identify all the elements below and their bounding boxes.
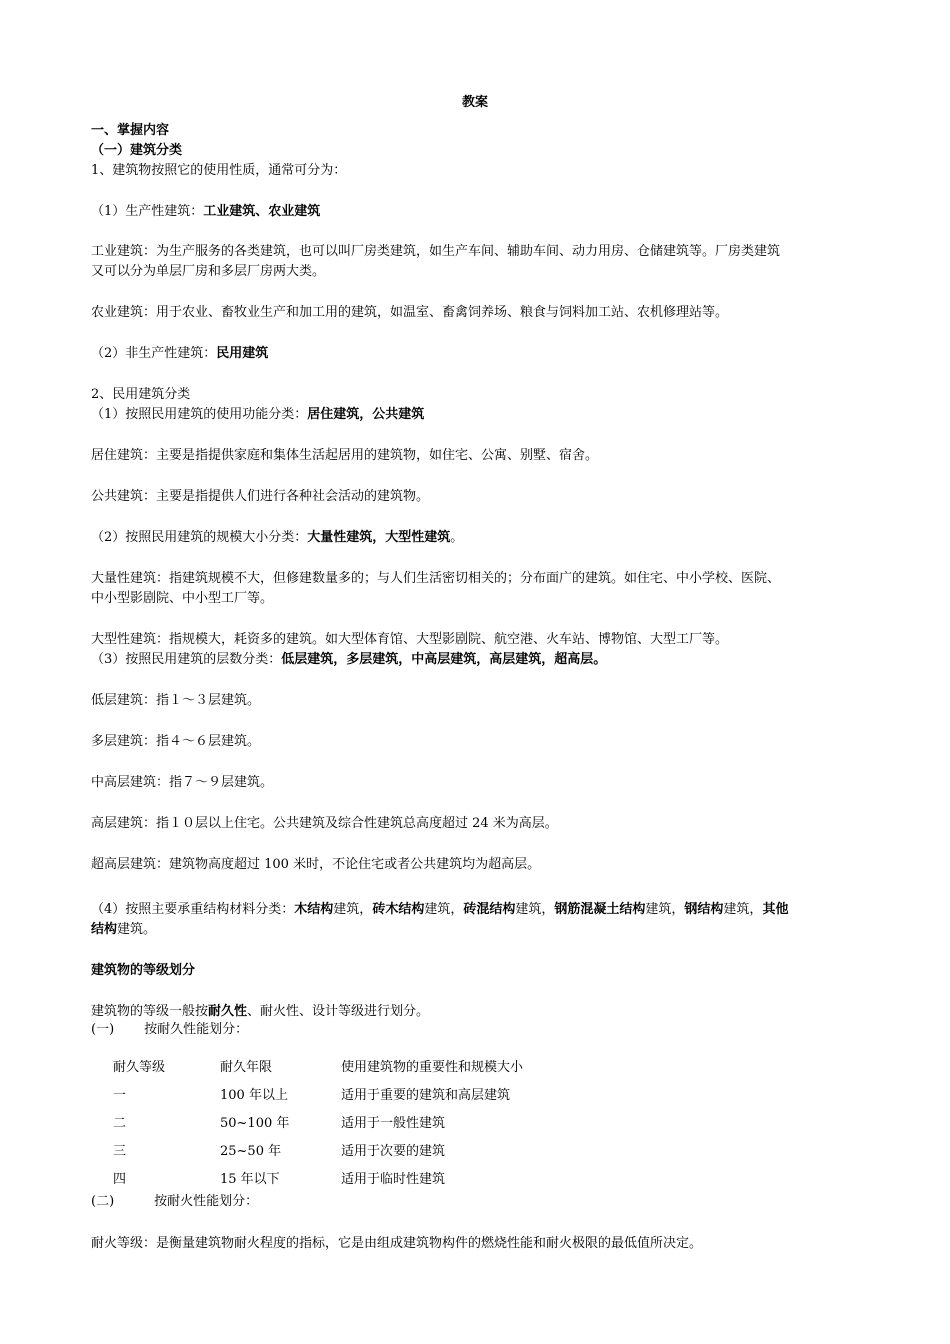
table-header: 耐久年限 bbox=[220, 1060, 273, 1075]
table-cell: 适用于临时性建筑 bbox=[341, 1172, 446, 1187]
paragraph bbox=[91, 900, 788, 920]
bold-run: 低层建筑，多层建筑，中高层建筑，高层建筑，超高层。 bbox=[281, 652, 607, 667]
section-heading: 一、掌握内容 bbox=[91, 123, 170, 138]
paragraph bbox=[91, 405, 424, 425]
text-run: 建筑， bbox=[333, 902, 373, 917]
paragraph: 高层建筑：指１０层以上住宅。公共建筑及综合性建筑总高度超过 24 米为高层。 bbox=[91, 816, 558, 831]
bold-run: 木结构 bbox=[294, 902, 334, 917]
table-cell: 二 bbox=[113, 1116, 127, 1131]
paragraph bbox=[91, 528, 463, 548]
bold-run: 民用建筑 bbox=[216, 346, 269, 361]
table-cell: 四 bbox=[113, 1172, 127, 1187]
text-run: （2）按照民用建筑的规模大小分类： bbox=[91, 530, 308, 545]
section-heading: 建筑物的等级划分 bbox=[91, 963, 196, 978]
bold-run: 钢结构 bbox=[684, 902, 724, 917]
paragraph: 中高层建筑：指７～９层建筑。 bbox=[91, 775, 274, 790]
list-number: (二) bbox=[91, 1194, 115, 1209]
bold-run: 其他 bbox=[762, 902, 789, 917]
paragraph: 耐火等级：是衡量建筑物耐火程度的指标，它是由组成建筑物构件的燃烧性能和耐火极限的最低值所决定。 bbox=[91, 1236, 703, 1251]
paragraph bbox=[91, 650, 606, 670]
text-run: 。 bbox=[450, 530, 464, 545]
text-run: 建筑。 bbox=[117, 922, 157, 937]
paragraph: 工业建筑：为生产服务的各类建筑，也可以叫厂房类建筑，如生产车间、辅助车间、动力用房、仓储建筑等。厂房类建筑 bbox=[91, 244, 781, 259]
paragraph: 多层建筑：指４～６层建筑。 bbox=[91, 734, 261, 749]
paragraph bbox=[91, 920, 156, 940]
bold-run: 耐久性 bbox=[208, 1004, 248, 1019]
bold-run: 砖混结构 bbox=[463, 902, 516, 917]
paragraph: 中小型影剧院、中小型工厂等。 bbox=[91, 591, 274, 606]
bold-run: 大量性建筑，大型性建筑 bbox=[307, 530, 451, 545]
paragraph: 低层建筑：指１～３层建筑。 bbox=[91, 693, 261, 708]
text-run: （1）按照民用建筑的使用功能分类： bbox=[91, 407, 308, 422]
paragraph bbox=[91, 1002, 429, 1022]
table-cell: 25~50 年 bbox=[220, 1144, 282, 1159]
paragraph: 公共建筑：主要是指提供人们进行各种社会活动的建筑物。 bbox=[91, 489, 430, 504]
list-heading-text: 按耐久性能划分： bbox=[144, 1022, 249, 1037]
paragraph: 1、建筑物按照它的使用性质，通常可分为： bbox=[91, 163, 347, 178]
table-cell: 100 年以上 bbox=[220, 1088, 288, 1103]
text-run: 建筑， bbox=[515, 902, 555, 917]
list-number: (一) bbox=[91, 1022, 115, 1037]
bold-run: 砖木结构 bbox=[372, 902, 425, 917]
paragraph: 超高层建筑：建筑物高度超过 100 米时，不论住宅或者公共建筑均为超高层。 bbox=[91, 857, 541, 872]
table-cell: 适用于一般性建筑 bbox=[341, 1116, 446, 1131]
table-cell: 15 年以下 bbox=[220, 1172, 280, 1187]
list-heading-text: 按耐火性能划分： bbox=[154, 1194, 259, 1209]
paragraph: 又可以分为单层厂房和多层厂房两大类。 bbox=[91, 264, 326, 279]
list-heading bbox=[91, 1192, 258, 1212]
paragraph bbox=[91, 344, 268, 364]
paragraph: 大型性建筑：指规模大，耗资多的建筑。如大型体育馆、大型影剧院、航空港、火车站、博物馆、大型工厂等。 bbox=[91, 632, 729, 647]
table-cell: 50~100 年 bbox=[220, 1116, 290, 1131]
list-heading bbox=[91, 1020, 248, 1040]
paragraph: 农业建筑：用于农业、畜牧业生产和加工用的建筑，如温室、畜禽饲养场、粮食与饲料加工站、农机修理站等。 bbox=[91, 305, 729, 320]
table-cell: 一 bbox=[113, 1088, 127, 1103]
table-cell: 三 bbox=[113, 1144, 127, 1159]
bold-run: 工业建筑、农业建筑 bbox=[203, 204, 321, 219]
page-title: 教案 bbox=[461, 95, 488, 110]
text-run: （2）非生产性建筑： bbox=[91, 346, 217, 361]
table-cell: 适用于次要的建筑 bbox=[341, 1144, 446, 1159]
text-run: 建筑物的等级一般按 bbox=[91, 1004, 209, 1019]
text-run: 建筑， bbox=[645, 902, 685, 917]
text-run: （3）按照民用建筑的层数分类： bbox=[91, 652, 282, 667]
subsection-heading: （一）建筑分类 bbox=[91, 143, 183, 158]
bold-run: 钢筋混凝土结构 bbox=[554, 902, 646, 917]
table-header: 使用建筑物的重要性和规模大小 bbox=[341, 1060, 524, 1075]
table-header: 耐久等级 bbox=[113, 1060, 166, 1075]
text-run: 、耐火性、设计等级进行划分。 bbox=[247, 1004, 430, 1019]
table-cell: 适用于重要的建筑和高层建筑 bbox=[341, 1088, 511, 1103]
paragraph: 2、民用建筑分类 bbox=[91, 387, 191, 402]
text-run: 建筑， bbox=[723, 902, 763, 917]
bold-run: 居住建筑，公共建筑 bbox=[307, 407, 425, 422]
paragraph: 大量性建筑：指建筑规模不大，但修建数量多的；与人们生活密切相关的；分布面广的建筑。如住宅、中小学校、医院、 bbox=[91, 571, 781, 586]
paragraph: 居住建筑：主要是指提供家庭和集体生活起居用的建筑物，如住宅、公寓、别墅、宿舍。 bbox=[91, 448, 599, 463]
text-run: （4）按照主要承重结构材料分类： bbox=[91, 902, 295, 917]
text-run: （1）生产性建筑： bbox=[91, 204, 204, 219]
text-run: 建筑， bbox=[424, 902, 464, 917]
bold-run: 结构 bbox=[91, 922, 118, 937]
paragraph bbox=[91, 202, 320, 222]
